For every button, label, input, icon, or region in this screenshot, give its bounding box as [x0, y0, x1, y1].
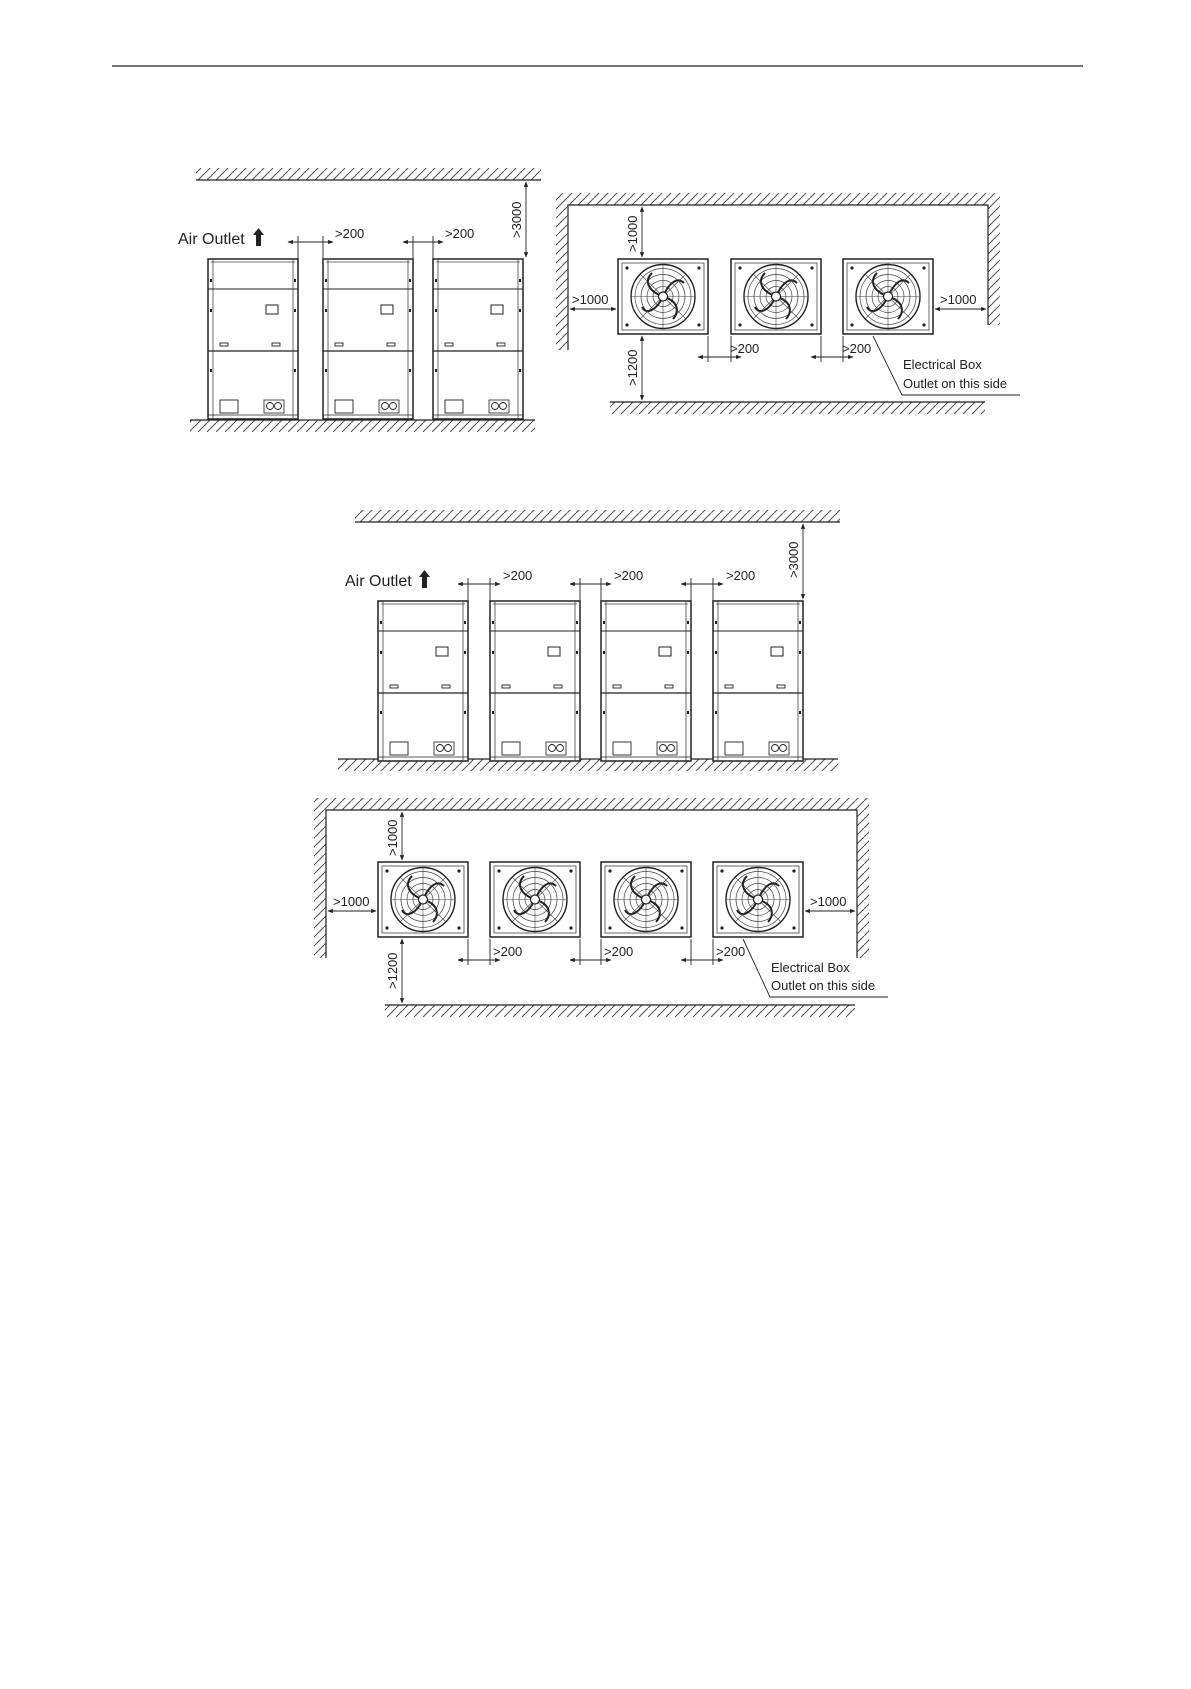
outdoor-unit-front	[378, 601, 468, 761]
top-plan-view	[556, 193, 1020, 414]
outdoor-unit-front	[323, 259, 413, 419]
outdoor-unit-plan	[618, 259, 708, 334]
bottom-front-view	[338, 510, 840, 771]
gap-label: >200	[493, 944, 523, 959]
top-clearance-label: >3000	[786, 541, 801, 578]
air-outlet-label: Air Outlet	[345, 573, 412, 590]
top-clearance-label: >3000	[509, 201, 524, 238]
ceiling-hatch	[355, 510, 840, 522]
gap-label: >200	[716, 944, 746, 959]
right-clearance-label: >1000	[940, 292, 977, 307]
bottom-clearance-label: >1200	[625, 349, 640, 386]
air-outlet-label: Air Outlet	[178, 231, 245, 248]
gap-label: >200	[503, 568, 533, 583]
wall-hatch-left	[314, 810, 326, 958]
left-clearance-label: >1000	[333, 894, 370, 909]
outdoor-unit-plan	[713, 862, 803, 937]
gap-label: >200	[614, 568, 644, 583]
note-line1: Electrical Box	[903, 357, 982, 372]
wall-hatch-bottom	[385, 1005, 855, 1017]
note-line1: Electrical Box	[771, 960, 850, 975]
floor-hatch	[190, 420, 535, 432]
gap-label: >200	[604, 944, 634, 959]
bottom-clearance-label: >1200	[385, 952, 400, 989]
outdoor-unit-plan	[843, 259, 933, 334]
note-line2: Outlet on this side	[771, 978, 876, 993]
right-clearance-label: >1000	[810, 894, 847, 909]
outdoor-unit-plan	[601, 862, 691, 937]
arrow-up-icon	[419, 570, 430, 588]
gap-label: >200	[726, 568, 756, 583]
outdoor-unit-plan	[490, 862, 580, 937]
outdoor-unit-front	[601, 601, 691, 761]
wall-hatch-top	[556, 193, 1000, 205]
bottom-plan-view	[314, 798, 888, 1017]
wall-hatch-right	[857, 810, 869, 958]
outdoor-unit-front	[208, 259, 298, 419]
outdoor-unit-front	[490, 601, 580, 761]
gap-label: >200	[335, 226, 365, 241]
left-clearance-label: >1000	[572, 292, 609, 307]
top-clearance-label: >1000	[385, 819, 400, 856]
top-front-view	[178, 168, 541, 432]
outdoor-unit-front	[433, 259, 523, 419]
gap-label: >200	[842, 341, 872, 356]
wall-hatch-top	[314, 798, 869, 810]
outdoor-unit-front	[713, 601, 803, 761]
outdoor-unit-plan	[378, 862, 468, 937]
wall-hatch-bottom	[610, 402, 985, 414]
wall-hatch-left	[556, 205, 568, 350]
gap-label: >200	[730, 341, 760, 356]
top-clearance-label: >1000	[625, 215, 640, 252]
arrow-up-icon	[253, 228, 264, 246]
wall-hatch-right	[988, 205, 1000, 325]
gap-label: >200	[445, 226, 475, 241]
ceiling-hatch	[196, 168, 541, 180]
outdoor-unit-plan	[731, 259, 821, 334]
note-line2: Outlet on this side	[903, 376, 1008, 391]
